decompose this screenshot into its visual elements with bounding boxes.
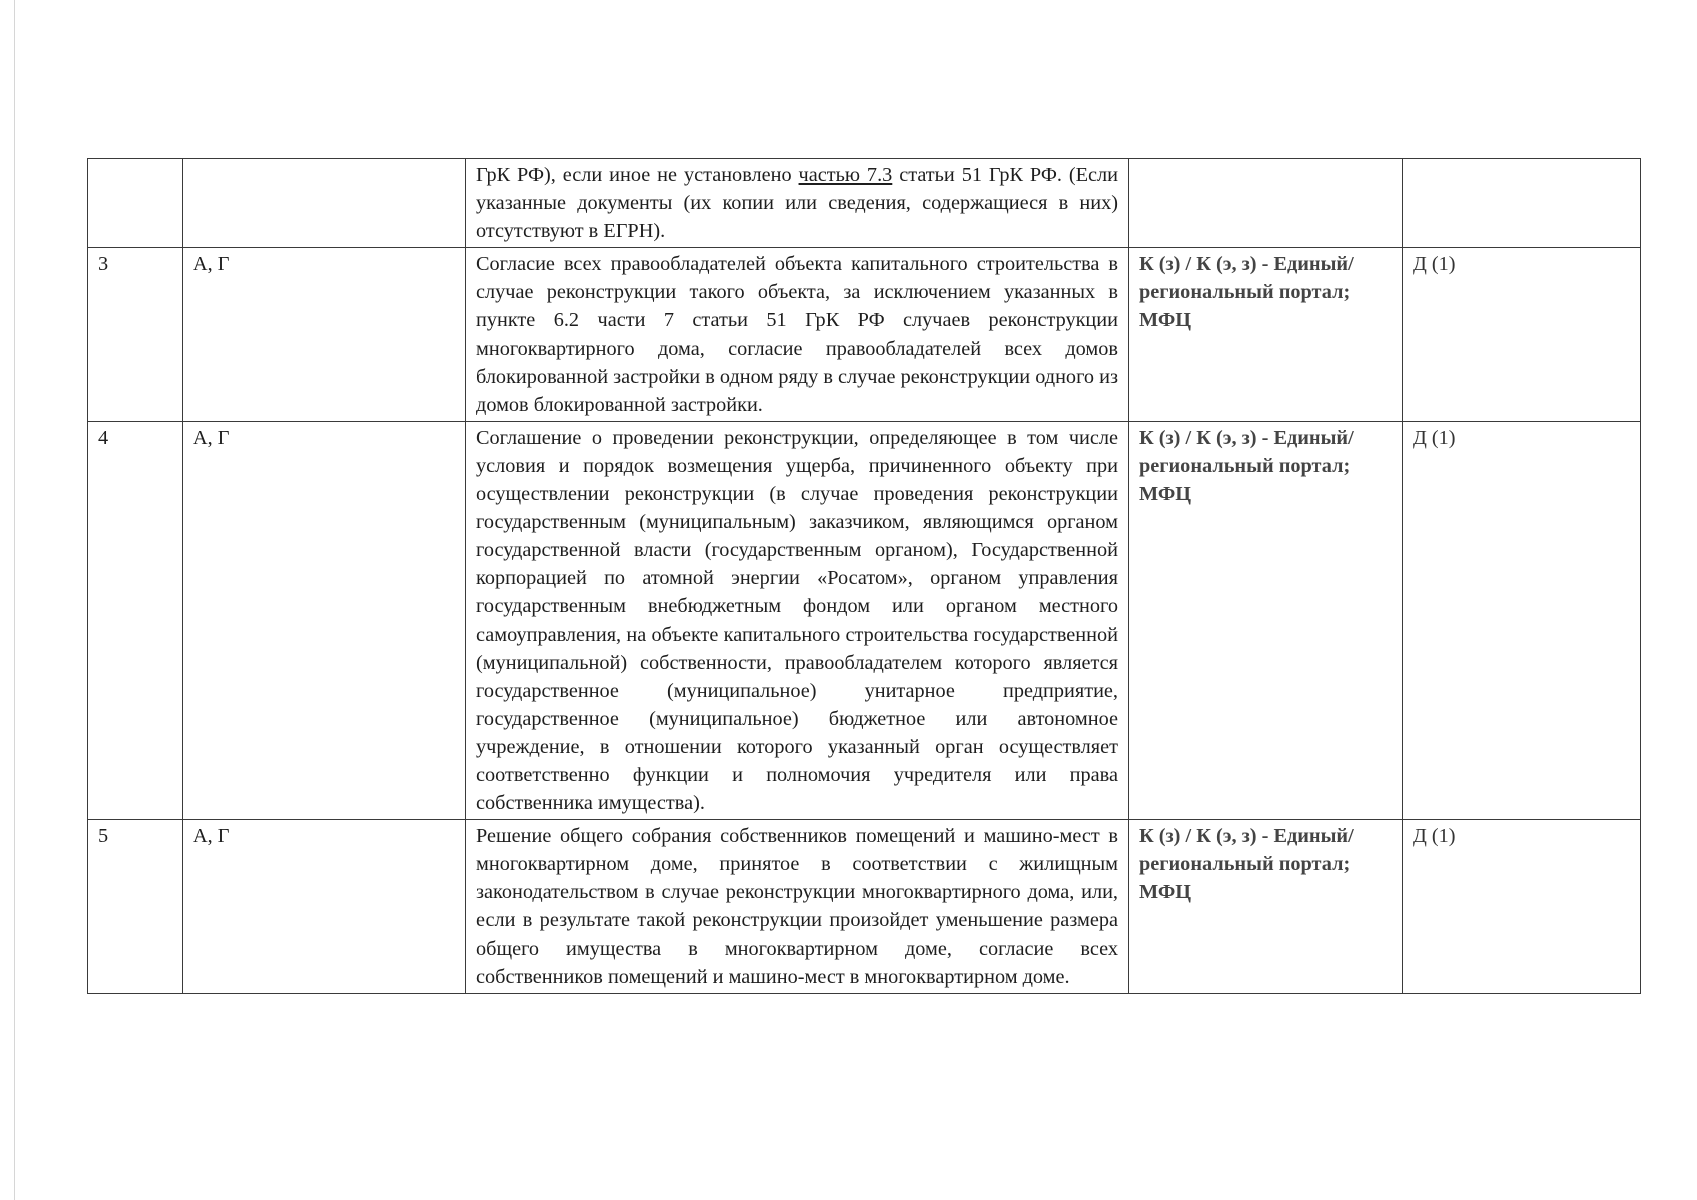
row-categories: А, Г — [183, 820, 466, 994]
law-reference-link[interactable]: частью 7.3 — [798, 164, 893, 186]
table-row-continuation — [88, 159, 1641, 248]
row-channel-cell — [1129, 159, 1403, 248]
continuation-text-start: ГрК РФ), если иное не установлено — [476, 164, 799, 186]
row-description: Соглашение о проведении реконструкции, определяющее в том числе условия и порядок возмещения ущерба, причиненного объекту при осуществлении реконструкции (в случае проведения реконструкции государственным (муниципальным) заказчиком, являющимся органом государственной власти (государственным органом), Государственной корпорацией по атомной энергии «Росатом», органом управления государственным внебюджетным фондом или органом местного самоуправления, на объекте капитального строительства государственной (муниципальной) собственности, правообладателем которого является государственное (муниципальное) унитарное предприятие, государственное (муниципальное) бюджетное или автономное учреждение, в отношении которого указанный орган осуществляет соответственно функции и полномочия учредителя или права собственника имущества). — [466, 421, 1129, 819]
row-channel: К (з) / К (э, з) - Единый/региональный портал; МФЦ — [1129, 820, 1403, 994]
documents-table — [87, 158, 1641, 994]
row-description: Согласие всех правообладателей объекта капитального строительства в случае реконструкции такого объекта, за исключением указанных в пункте 6.2 части 7 статьи 51 ГрК РФ случаев реконструкции многоквартирного дома, согласие правообладателей всех домов блокированной застройки в одном ряду в случае реконструкции одного из домов блокированной застройки. — [466, 248, 1129, 422]
table-row — [88, 421, 1641, 819]
row-number-cell — [88, 159, 183, 248]
row-categories: А, Г — [183, 248, 466, 422]
row-code: Д (1) — [1403, 248, 1641, 422]
row-categories: А, Г — [183, 421, 466, 819]
row-number: 3 — [88, 248, 183, 422]
scan-edge-line — [14, 0, 15, 1200]
row-code: Д (1) — [1403, 820, 1641, 994]
row-code-cell — [1403, 159, 1641, 248]
row-categories-cell — [183, 159, 466, 248]
row-description: Решение общего собрания собственников помещений и машино-мест в многоквартирном доме, принятое в соответствии с жилищным законодательством в случае реконструкции многоквартирного дома, или, если в результате такой реконструкции произойдет уменьшение размера общего имущества в многоквартирном доме, согласие всех собственников помещений и машино-мест в многоквартирном доме. — [466, 820, 1129, 994]
table-row — [88, 248, 1641, 422]
row-channel: К (з) / К (э, з) - Единый/региональный портал; МФЦ — [1129, 248, 1403, 422]
row-code: Д (1) — [1403, 421, 1641, 819]
row-description-cell — [466, 159, 1129, 248]
table-row — [88, 820, 1641, 994]
row-number: 5 — [88, 820, 183, 994]
row-number: 4 — [88, 421, 183, 819]
row-channel: К (з) / К (э, з) - Единый/региональный портал; МФЦ — [1129, 421, 1403, 819]
continuation-text-end: статьи 51 ГрК РФ. (Если указанные документы (их копии или сведения, содержащиеся в них) отсутствуют в ЕГРН). — [476, 164, 1119, 243]
